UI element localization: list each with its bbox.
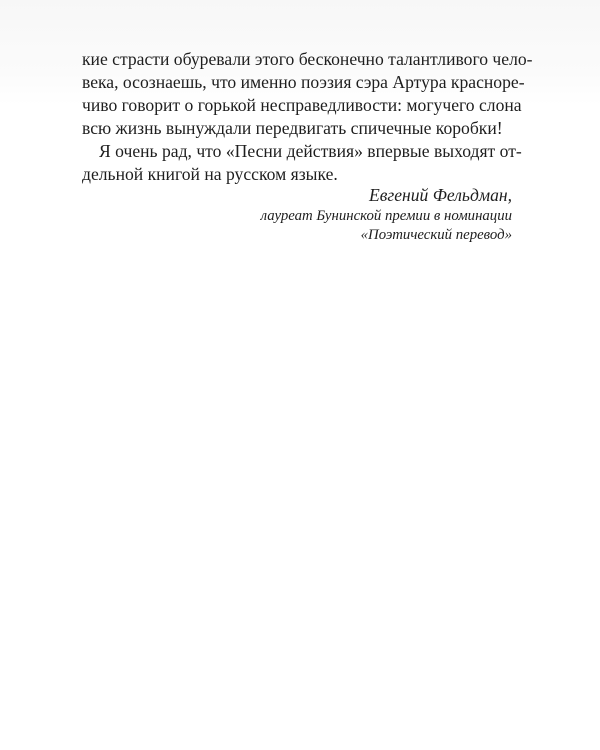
author-name: Евгений Фельдман,: [368, 185, 512, 205]
text-line: чиво говорит о горькой несправедливости: могучего слона: [82, 95, 522, 115]
text-line: всю жизнь вынуждали передвигать спичечные коробки!: [82, 118, 503, 138]
text-line: Я очень рад, что «Песни действия» впервые выходят от-: [99, 141, 522, 161]
text-line: века, осознаешь, что именно поэзия сэра Артура красноре-: [82, 72, 525, 92]
paragraph-closing: [82, 140, 522, 186]
author-signature: [261, 184, 512, 245]
author-title-line: «Поэтический перевод»: [360, 227, 512, 243]
paragraph-continuation: [82, 48, 533, 140]
text-line: кие страсти обуревали этого бесконечно талантливого чело-: [82, 49, 533, 69]
author-title-line: лауреат Бунинской премии в номинации: [260, 208, 512, 224]
body-text: [82, 48, 533, 186]
text-line: дельной книгой на русском языке.: [82, 164, 338, 184]
